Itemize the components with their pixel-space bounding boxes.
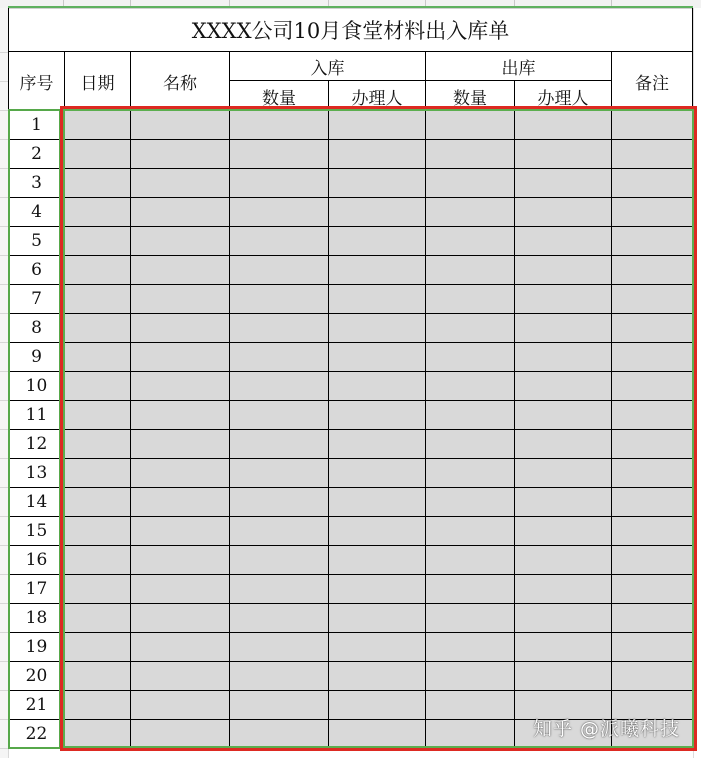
cell-name[interactable]: [131, 633, 230, 662]
table-row: [9, 198, 693, 227]
cell-name[interactable]: [131, 256, 230, 285]
cell-out-qty[interactable]: [426, 459, 515, 488]
cell-out-handler[interactable]: [515, 343, 612, 372]
cell-remark[interactable]: [612, 604, 693, 633]
table-row: [9, 517, 693, 546]
row-divider: [0, 429, 8, 430]
header-inbound-handler[interactable]: 办理人: [329, 81, 426, 111]
cell-date[interactable]: [65, 691, 131, 720]
cell-in-handler[interactable]: [329, 285, 426, 314]
cell-remark[interactable]: [612, 488, 693, 517]
cell-out-qty[interactable]: [426, 169, 515, 198]
cell-in-handler[interactable]: [329, 111, 426, 140]
cell-in-qty[interactable]: [230, 314, 329, 343]
cell-out-qty[interactable]: [426, 517, 515, 546]
header-remark[interactable]: 备注: [612, 52, 693, 111]
cell-name[interactable]: [131, 314, 230, 343]
cell-out-qty[interactable]: [426, 140, 515, 169]
cell-out-qty[interactable]: [426, 720, 515, 749]
row-divider: [0, 197, 8, 198]
cell-in-qty[interactable]: [230, 633, 329, 662]
cell-out-qty[interactable]: [426, 111, 515, 140]
table-row: [9, 111, 693, 140]
cell-remark[interactable]: [612, 372, 693, 401]
cell-in-handler[interactable]: [329, 198, 426, 227]
cell-out-handler[interactable]: [515, 140, 612, 169]
cell-out-qty[interactable]: [426, 662, 515, 691]
row-divider: [0, 632, 8, 633]
cell-in-qty[interactable]: [230, 488, 329, 517]
cell-in-qty[interactable]: [230, 227, 329, 256]
cell-date[interactable]: [65, 720, 131, 749]
cell-out-qty[interactable]: [426, 430, 515, 459]
cell-name[interactable]: [131, 111, 230, 140]
cell-out-qty[interactable]: [426, 401, 515, 430]
row-divider: [0, 603, 8, 604]
cell-remark[interactable]: [612, 256, 693, 285]
row-divider: [0, 661, 8, 662]
cell-name[interactable]: [131, 459, 230, 488]
cell-date[interactable]: [65, 256, 131, 285]
cell-out-handler[interactable]: [515, 285, 612, 314]
table-row: [9, 546, 693, 575]
cell-in-qty[interactable]: [230, 662, 329, 691]
cell-out-qty[interactable]: [426, 372, 515, 401]
row-number-cell[interactable]: 13: [9, 459, 65, 488]
cell-remark[interactable]: [612, 111, 693, 140]
cell-remark[interactable]: [612, 517, 693, 546]
header-outbound-handler[interactable]: 办理人: [515, 81, 612, 111]
cell-name[interactable]: [131, 140, 230, 169]
table-row: [9, 140, 693, 169]
cell-in-qty[interactable]: [230, 604, 329, 633]
cell-in-qty[interactable]: [230, 691, 329, 720]
cell-remark[interactable]: [612, 430, 693, 459]
cell-remark[interactable]: [612, 343, 693, 372]
row-divider: [0, 748, 8, 749]
cell-in-qty[interactable]: [230, 372, 329, 401]
cell-in-qty[interactable]: [230, 459, 329, 488]
cell-name[interactable]: [131, 546, 230, 575]
cell-date[interactable]: [65, 198, 131, 227]
row-divider: [0, 226, 8, 227]
row-number-cell[interactable]: 8: [9, 314, 65, 343]
cell-out-handler[interactable]: [515, 546, 612, 575]
cell-in-handler[interactable]: [329, 662, 426, 691]
row-number-cell[interactable]: 17: [9, 575, 65, 604]
cell-out-handler[interactable]: [515, 459, 612, 488]
cell-in-handler[interactable]: [329, 372, 426, 401]
header-name[interactable]: 名称: [131, 52, 230, 111]
cell-remark[interactable]: [612, 546, 693, 575]
cell-remark[interactable]: [612, 169, 693, 198]
cell-date[interactable]: [65, 372, 131, 401]
cell-out-handler[interactable]: [515, 604, 612, 633]
table-row: [9, 575, 693, 604]
table-row: [9, 169, 693, 198]
cell-out-qty[interactable]: [426, 691, 515, 720]
cell-date[interactable]: [65, 662, 131, 691]
row-number-cell[interactable]: 7: [9, 285, 65, 314]
table-row: [9, 401, 693, 430]
cell-date[interactable]: [65, 401, 131, 430]
row-number-cell[interactable]: 16: [9, 546, 65, 575]
cell-date[interactable]: [65, 546, 131, 575]
cell-date[interactable]: [65, 430, 131, 459]
table-row: [9, 459, 693, 488]
row-divider: [0, 516, 8, 517]
cell-in-handler[interactable]: [329, 227, 426, 256]
inventory-sheet-table: [8, 8, 693, 749]
cell-name[interactable]: [131, 691, 230, 720]
table-row: [9, 604, 693, 633]
cell-out-handler[interactable]: [515, 575, 612, 604]
right-edge-strip: [693, 8, 701, 758]
cell-remark[interactable]: [612, 662, 693, 691]
row-number-cell[interactable]: 12: [9, 430, 65, 459]
row-divider: [0, 313, 8, 314]
cell-out-handler[interactable]: [515, 169, 612, 198]
row-number-cell[interactable]: 21: [9, 691, 65, 720]
cell-name[interactable]: [131, 169, 230, 198]
row-divider: [0, 342, 8, 343]
cell-remark[interactable]: [612, 575, 693, 604]
cell-date[interactable]: [65, 314, 131, 343]
table-row: [9, 343, 693, 372]
cell-out-qty[interactable]: [426, 546, 515, 575]
cell-date[interactable]: [65, 169, 131, 198]
cell-name[interactable]: [131, 720, 230, 749]
row-divider: [0, 545, 8, 546]
cell-remark[interactable]: [612, 227, 693, 256]
cell-in-qty[interactable]: [230, 546, 329, 575]
cell-out-handler[interactable]: [515, 401, 612, 430]
table-row: [9, 430, 693, 459]
table-row: [9, 633, 693, 662]
table-row: [9, 488, 693, 517]
cell-name[interactable]: [131, 430, 230, 459]
row-divider: [0, 690, 8, 691]
row-number-cell[interactable]: 18: [9, 604, 65, 633]
cell-in-handler[interactable]: [329, 691, 426, 720]
table-row: [9, 662, 693, 691]
cell-in-qty[interactable]: [230, 256, 329, 285]
row-number-cell[interactable]: 3: [9, 169, 65, 198]
cell-name[interactable]: [131, 662, 230, 691]
row-divider: [0, 458, 8, 459]
cell-out-handler[interactable]: [515, 633, 612, 662]
cell-in-handler[interactable]: [329, 546, 426, 575]
header-inbound-quantity[interactable]: 数量: [230, 81, 329, 111]
cell-in-qty[interactable]: [230, 720, 329, 749]
cell-date[interactable]: [65, 517, 131, 546]
cell-name[interactable]: [131, 488, 230, 517]
cell-date[interactable]: [65, 227, 131, 256]
cell-name[interactable]: [131, 517, 230, 546]
header-outbound[interactable]: 出库: [426, 52, 612, 81]
cell-in-qty[interactable]: [230, 430, 329, 459]
cell-name[interactable]: [131, 198, 230, 227]
row-number-cell[interactable]: 10: [9, 372, 65, 401]
row-divider: [0, 574, 8, 575]
row-divider: [0, 719, 8, 720]
cell-date[interactable]: [65, 285, 131, 314]
cell-in-qty[interactable]: [230, 517, 329, 546]
cell-out-qty[interactable]: [426, 633, 515, 662]
cell-in-handler[interactable]: [329, 604, 426, 633]
table-row: [9, 227, 693, 256]
cell-name[interactable]: [131, 401, 230, 430]
cell-out-handler[interactable]: [515, 198, 612, 227]
cell-in-qty[interactable]: [230, 140, 329, 169]
cell-in-qty[interactable]: [230, 111, 329, 140]
row-divider: [0, 487, 8, 488]
table-row: [9, 372, 693, 401]
header-index[interactable]: 序号: [9, 52, 65, 111]
cell-out-qty[interactable]: [426, 343, 515, 372]
cell-in-handler[interactable]: [329, 633, 426, 662]
cell-remark[interactable]: [612, 459, 693, 488]
cell-date[interactable]: [65, 604, 131, 633]
cell-name[interactable]: [131, 604, 230, 633]
cell-out-qty[interactable]: [426, 198, 515, 227]
header-date[interactable]: 日期: [65, 52, 131, 111]
table-row: [9, 285, 693, 314]
row-divider: [0, 139, 8, 140]
row-divider: [0, 110, 8, 111]
cell-in-handler[interactable]: [329, 459, 426, 488]
cell-out-handler[interactable]: [515, 256, 612, 285]
cell-in-handler[interactable]: [329, 401, 426, 430]
cell-out-handler[interactable]: [515, 227, 612, 256]
cell-remark[interactable]: [612, 140, 693, 169]
row-number-cell[interactable]: 6: [9, 256, 65, 285]
cell-in-qty[interactable]: [230, 575, 329, 604]
cell-date[interactable]: [65, 575, 131, 604]
cell-out-qty[interactable]: [426, 285, 515, 314]
cell-in-qty[interactable]: [230, 285, 329, 314]
cell-out-handler[interactable]: [515, 314, 612, 343]
header-inbound[interactable]: 入库: [230, 52, 426, 81]
cell-date[interactable]: [65, 111, 131, 140]
cell-out-qty[interactable]: [426, 488, 515, 517]
cell-in-handler[interactable]: [329, 720, 426, 749]
header-outbound-quantity[interactable]: 数量: [426, 81, 515, 111]
cell-in-qty[interactable]: [230, 401, 329, 430]
cell-remark[interactable]: [612, 401, 693, 430]
table-row: [9, 256, 693, 285]
row-divider: [0, 52, 8, 53]
cell-out-qty[interactable]: [426, 227, 515, 256]
cell-date[interactable]: [65, 488, 131, 517]
cell-name[interactable]: [131, 343, 230, 372]
row-divider: [0, 168, 8, 169]
table-row: [9, 314, 693, 343]
cell-out-handler[interactable]: [515, 517, 612, 546]
cell-date[interactable]: [65, 343, 131, 372]
row-number-cell[interactable]: 22: [9, 720, 65, 749]
cell-in-handler[interactable]: [329, 140, 426, 169]
row-number-cell[interactable]: 15: [9, 517, 65, 546]
cell-in-qty[interactable]: [230, 169, 329, 198]
row-number-cell[interactable]: 19: [9, 633, 65, 662]
cell-out-qty[interactable]: [426, 604, 515, 633]
row-number-cell[interactable]: 20: [9, 662, 65, 691]
cell-out-handler[interactable]: [515, 430, 612, 459]
cell-out-qty[interactable]: [426, 256, 515, 285]
sheet-title[interactable]: XXXX公司10月食堂材料出入库单: [9, 8, 693, 52]
cell-remark[interactable]: [612, 285, 693, 314]
cell-in-qty[interactable]: [230, 343, 329, 372]
cell-in-handler[interactable]: [329, 169, 426, 198]
cell-name[interactable]: [131, 372, 230, 401]
row-number-cell[interactable]: 11: [9, 401, 65, 430]
row-divider: [0, 81, 8, 82]
watermark: 知乎 @派曦科技: [533, 718, 681, 740]
row-number-cell[interactable]: 5: [9, 227, 65, 256]
cell-name[interactable]: [131, 575, 230, 604]
cell-out-handler[interactable]: [515, 662, 612, 691]
cell-in-handler[interactable]: [329, 517, 426, 546]
cell-in-handler[interactable]: [329, 488, 426, 517]
cell-name[interactable]: [131, 285, 230, 314]
row-number-cell[interactable]: 14: [9, 488, 65, 517]
cell-out-qty[interactable]: [426, 575, 515, 604]
row-divider: [0, 400, 8, 401]
cell-in-handler[interactable]: [329, 575, 426, 604]
cell-in-handler[interactable]: [329, 430, 426, 459]
row-number-cell[interactable]: 2: [9, 140, 65, 169]
cell-out-handler[interactable]: [515, 488, 612, 517]
cell-out-handler[interactable]: [515, 111, 612, 140]
row-number-cell[interactable]: 4: [9, 198, 65, 227]
cell-in-handler[interactable]: [329, 343, 426, 372]
cell-date[interactable]: [65, 140, 131, 169]
row-divider: [0, 284, 8, 285]
cell-out-handler[interactable]: [515, 372, 612, 401]
cell-remark[interactable]: [612, 198, 693, 227]
row-divider: [0, 371, 8, 372]
cell-date[interactable]: [65, 459, 131, 488]
cell-in-qty[interactable]: [230, 198, 329, 227]
row-divider: [0, 255, 8, 256]
row-number-cell[interactable]: 1: [9, 111, 65, 140]
cell-name[interactable]: [131, 227, 230, 256]
cell-remark[interactable]: [612, 633, 693, 662]
cell-in-handler[interactable]: [329, 256, 426, 285]
cell-out-qty[interactable]: [426, 314, 515, 343]
cell-date[interactable]: [65, 633, 131, 662]
cell-in-handler[interactable]: [329, 314, 426, 343]
row-number-cell[interactable]: 9: [9, 343, 65, 372]
cell-remark[interactable]: [612, 314, 693, 343]
